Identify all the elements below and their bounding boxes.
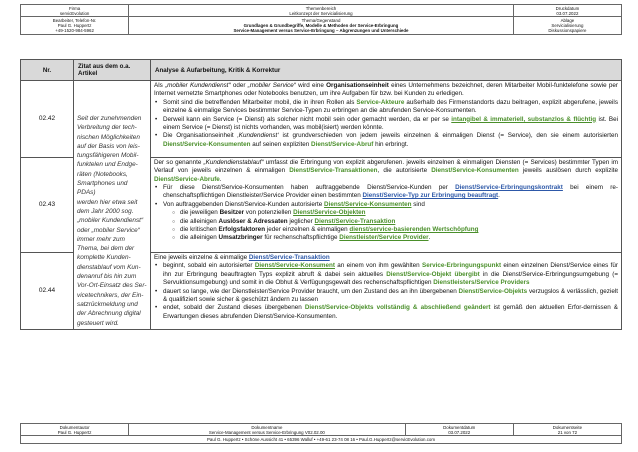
text: Der so genannte: [154, 158, 204, 166]
term: „mobiler Kundendienst“: [165, 82, 231, 89]
list-item: [154, 132, 618, 149]
term: Dienst/Service-Konsumenten: [431, 167, 519, 175]
term: „Kundendienstablauf“: [203, 158, 264, 166]
text: .: [498, 192, 500, 200]
text: in die Dienst/Service-Erbringungsumgebung (= Servuktionsumgebung) und somit in die Obhut & Verfügungsgewalt des rechenschaftspflichtigen: [163, 270, 619, 287]
term: Auslöser & Adressaten: [218, 217, 288, 225]
term: Dienst/Service-Konsumenten: [324, 200, 412, 208]
quote-line: Thema, bei dem der: [77, 245, 135, 253]
druckdatum-label: Druckdatum: [555, 5, 580, 11]
quote-line: denanruf bis hin zum: [77, 273, 137, 281]
col-header-nr: Nr.: [21, 60, 74, 81]
dokumentname-cell: [129, 424, 405, 436]
row-nr: 02.42: [21, 81, 74, 158]
text: eines Unternehmens bezeichnet, deren Mitarbeiter Mobil-funktelefone sowie per Internet vernetzte Smartphones oder Notebooks benutzen, um ihre Aufgaben für bzw. bei Kunden zu erledigen.: [154, 82, 618, 98]
analysis-paragraph: [154, 159, 618, 184]
table-header-row: [21, 60, 622, 81]
quote-line: Smartphones und PDAs): [77, 180, 128, 197]
autor-cell: [21, 424, 129, 436]
thema-line-2: Service-Management versus Service-Erbringung – Abgrenzungen und Unterschiede: [233, 28, 409, 34]
text: außerhalb des Firmenstandorts dazu beitragen, explizit abgerufene, jeweils einzelne & einmalige Services bestimmter Service-Typen zu erbringen an die abrufenden Service-Konsumenten.: [163, 98, 618, 115]
text: .: [428, 234, 431, 242]
themenbereich-label: Themenbereich: [305, 5, 337, 11]
term: Dienstleister/Service Provider: [339, 234, 429, 242]
firma-label: Firma: [68, 5, 81, 11]
list-item: [154, 262, 618, 287]
term: Dienst/Service-Erbringungskontrakt: [455, 184, 563, 192]
dokumentname-value: Service-Management versus Service-Erbringung V02.02.00: [208, 429, 325, 435]
dokumentname-label: Dokumentname: [251, 424, 283, 430]
text: Somit sind die betreffenden Mitarbeiter mobil, die in ihren Rollen als: [163, 98, 357, 106]
text: an einem von ihm gewählten: [334, 262, 422, 270]
druckdatum-value: 03.07.2022: [556, 10, 579, 16]
list-item: [154, 288, 618, 305]
term: Besitzer: [219, 209, 245, 217]
autor-value: Paul G. Huppertz: [57, 429, 92, 435]
analysis-table: [20, 59, 622, 330]
firma-cell: [21, 5, 129, 17]
quote-line: Verbreitung der tech-: [77, 124, 137, 132]
quote-line: auf der Basis von leis-: [77, 142, 140, 150]
document-header: [20, 4, 622, 35]
list-item: [154, 201, 618, 243]
quote-line: oder „mobiler Service“: [77, 226, 140, 234]
text: die alleinigen: [180, 234, 219, 242]
quote-line: dem Jahr 2000 sog.: [77, 207, 134, 215]
term: Service-Erbringungspunkt: [422, 262, 502, 270]
term: Dienst/Service-Konsument: [254, 262, 335, 270]
bearbeiter-phone: +49-1520-984-5962: [55, 28, 94, 34]
term: Dienst/Service-Abruf: [311, 140, 374, 148]
text: ist gemäß den aktuellen Erfor-dernissen & Erwartungen dieses abrufenden Dienst/Service-Konsumenten.: [163, 304, 618, 320]
quote-line: satzrückmeldung und: [77, 300, 138, 308]
quote-cell: [74, 81, 151, 330]
term: Dienst/Service-Transaktion: [248, 254, 330, 261]
term: „mobiler Service“: [247, 82, 296, 89]
list-item: [154, 304, 618, 321]
text: die alleinigen: [180, 217, 219, 225]
col-header-zitat: Zitat aus dem o.a. Artikel: [74, 60, 151, 81]
text: oder: [230, 82, 248, 89]
term: Dienst/Service-Abrufe: [154, 175, 220, 183]
quote-line: dienstablauf vom Kun-: [77, 263, 141, 271]
text: sind: [411, 200, 425, 208]
list-item: [172, 209, 618, 217]
text: Eine jeweils einzelne & einmalige: [154, 254, 249, 261]
term: intangibel & immateriell, substanzlos & flüchtig: [451, 115, 597, 123]
quote-line: immer mehr zum: [77, 235, 125, 243]
row-nr: 02.43: [21, 157, 74, 252]
term: Dienst/Service-Transaktionen: [289, 167, 378, 175]
term: Dienst/Service-Konsumenten: [163, 140, 251, 148]
text: .: [219, 175, 222, 183]
dokumentseite-label: Dokumentseite: [552, 424, 583, 430]
themenbereich-cell: [129, 5, 514, 17]
quote-line: der Abrechnung digital: [77, 310, 141, 318]
text: beginnt, sobald ein autorisierter: [163, 262, 255, 270]
text: die jeweiligen: [180, 209, 220, 217]
text: endet, sobald der Zustand dieses übergebenen: [163, 304, 305, 312]
quote-line: Vor-Ort-Einsatz des Ser-: [77, 282, 147, 290]
text: hin erbringt.: [373, 140, 409, 148]
druckdatum-cell: [513, 5, 621, 17]
analysis-paragraph: [154, 254, 618, 262]
text: , die autorisierte: [377, 167, 432, 175]
text: für rechenschaftspflichtige: [262, 234, 340, 242]
bearbeiter-name: Paul G. Huppertz: [57, 23, 92, 29]
text: jeweils auslösen durch explizite: [518, 167, 618, 175]
text: ist grundverschieden von jedem jeweils einzelnen & einmaligen Dienst (= Service), den sie einem autorisierten: [278, 132, 619, 140]
text: jeglicher: [287, 217, 315, 225]
firma-value: servicEvolution: [59, 10, 90, 16]
row-nr: 02.44: [21, 253, 74, 330]
list-item: [172, 234, 618, 242]
bullet-list: [154, 184, 618, 243]
term: Dienst/Service-Objekt übergibt: [386, 270, 480, 278]
quote-line: tungsfähigeren Mobil-: [77, 152, 139, 160]
text: wird eine: [295, 82, 327, 89]
text: Als: [154, 82, 166, 89]
text: Die Organisationseinheit: [163, 132, 238, 140]
term: Erfolgsfaktoren: [218, 226, 266, 234]
text: auf seinen expliziten: [250, 140, 312, 148]
quote-line: räten (Notebooks,: [77, 170, 128, 178]
term: Dienst/Service-Objekts: [458, 287, 528, 295]
term: Dienst/Service-Transaktion: [314, 217, 396, 225]
list-item: [172, 218, 618, 226]
ablage-line-2: Diskussionspapiere: [548, 28, 587, 34]
text: die kritischen: [180, 226, 219, 234]
text: bei einem re-chenschaftspflichtigen Dienstleister/Service Provider einen bestimmten: [163, 184, 618, 200]
quote-line: gesteuert wird.: [77, 319, 119, 327]
dokumentseite-value: 21 von 72: [557, 429, 578, 435]
term: dienst/service-basierenden Wertschöpfung: [349, 226, 479, 234]
text: von potenziellen: [244, 209, 294, 217]
footer-address: Paul G. Huppertz • Schöne Aussicht 41 • 65396 Walluf • +49-61 23-74 08 16 • Paul.G.Huppertz@servicEvolution.com: [21, 436, 622, 443]
analysis-cell: [151, 253, 622, 330]
list-item: [172, 226, 618, 234]
text: umfasst die Erbringung von explizit abgerufenen. jeweils einzelnen & einmaligen Diensten (= Services) bestimmter Typen im Verlauf von jeweils einzelnen & einmaligen: [154, 158, 619, 175]
text: einen einzelnen Dienst/Service eines für ihn zur Erbringung beauftragten Typs explizit abruft & dabei sein aktuelles: [163, 262, 618, 278]
bullet-list: [154, 99, 618, 149]
quote-line: nischen Möglichkeiten: [77, 133, 140, 141]
dokumentdatum-label: Dokumentdatum: [443, 424, 476, 430]
term: Dienstleisters/Service Providers: [433, 279, 530, 287]
autor-label: Dokumentautor: [59, 424, 90, 430]
term: ‚Kundendienst‘: [237, 132, 279, 140]
term: Organisationseinheit: [326, 82, 389, 89]
term: Dienst/Service-Typ zur Erbringung beauftragt: [362, 192, 499, 200]
text: dauert so lange, wie der Dienstleister/Service Provider braucht, um den Zustand des an ihn übergebenen: [163, 287, 459, 295]
quote-line: „mobiler Kundendienst“: [77, 217, 144, 225]
text: ist. Bei einem Service (= Dienst) ist nichts vorhanden, was mobil(isiert) werden könnte.: [163, 115, 618, 132]
list-item: [154, 184, 618, 201]
list-item: [154, 116, 618, 133]
table-row: [21, 81, 622, 158]
analysis-cell: [151, 157, 622, 252]
quote-line: funktelen und Endge-: [77, 161, 138, 169]
dokumentdatum-cell: [405, 424, 513, 436]
ablage-label: Ablage: [560, 17, 575, 23]
dokumentdatum-value: 03.07.2022: [448, 429, 471, 435]
analysis-cell: [151, 81, 622, 158]
analysis-paragraph: [154, 82, 618, 99]
thema-label: Thema/Gegenstand: [301, 17, 341, 23]
quote-line: werden hier etwa seit: [77, 198, 138, 206]
term: Service-Akteure: [356, 98, 405, 106]
quote-line: Seit der zunehmenden: [77, 115, 142, 122]
text: verzugslos & verlässlich, gezielt & qualifiziert sowie sicher & geschützt ändern zu lassen: [163, 287, 618, 304]
thema-cell: [129, 17, 514, 35]
thema-line-1: Grundlagen & Grundbegriffe, Modelle & Methoden der Service-Erbringung: [243, 23, 399, 29]
list-item: [154, 99, 618, 116]
ablage-cell: [513, 17, 621, 35]
bullet-list: [154, 262, 618, 321]
term: Dienst/Service-Objekten: [293, 209, 366, 217]
text: jeder einzelnen & einmaligen: [265, 226, 350, 234]
dokumentseite-cell: [513, 424, 621, 436]
sub-list: [163, 209, 618, 243]
quote-line: vicetechnikers, der Ein-: [77, 291, 144, 299]
term: Dienst/Service-Objekts vollständig & abschließend geändert: [304, 304, 491, 312]
col-header-analyse: Analyse & Aufarbeitung, Kritik & Korrektur: [151, 60, 622, 81]
bearbeiter-cell: [21, 17, 129, 35]
text: Von auftraggebenden Dienst/Service-Kunden autorisierte: [163, 200, 325, 208]
bearbeiter-label: Bearbeiter, Telefon-Nr.: [52, 17, 97, 23]
text: Für diese Dienst/Service-Konsumenten haben auftraggebende Dienst/Service-Kunden per: [163, 184, 456, 192]
ablage-line-1: Servicialisierung: [551, 23, 584, 29]
themenbereich-value: Leitkonzept der Servicialisierung: [289, 10, 353, 16]
term: Umsatzbringer: [218, 234, 263, 242]
text: Derweil kann ein Service (= Dienst) als solcher nicht mobil sein oder gemacht werden, da er per se: [163, 115, 452, 123]
quote-line: komplette Kunden-: [77, 254, 131, 262]
document-footer: [20, 423, 622, 444]
